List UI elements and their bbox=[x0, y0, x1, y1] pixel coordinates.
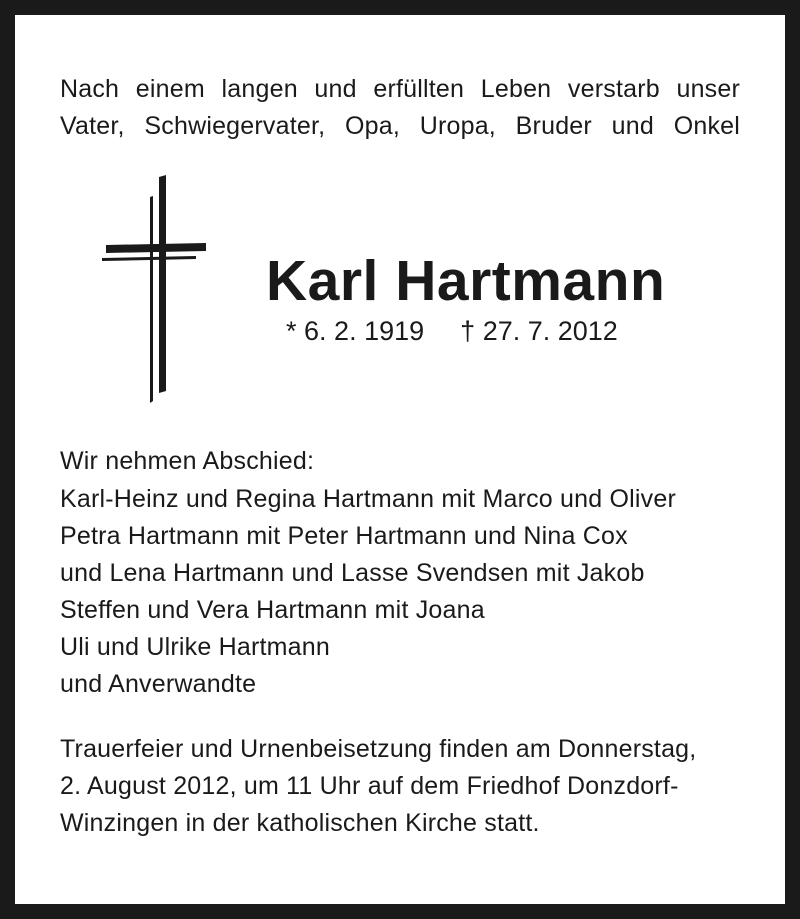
mourner-line: Uli und Ulrike Hartmann bbox=[60, 633, 330, 661]
cross-icon bbox=[100, 175, 210, 407]
intro-line: Nach einem langen und erfüllten Leben verstarb unser bbox=[60, 75, 740, 103]
service-info bbox=[60, 731, 696, 842]
life-dates bbox=[286, 313, 618, 349]
mourner-line: und Anverwandte bbox=[60, 670, 257, 698]
death-symbol: † bbox=[460, 316, 476, 346]
service-line: Winzingen in der katholischen Kirche statt. bbox=[60, 809, 540, 837]
mourner-line: Petra Hartmann mit Peter Hartmann und Nina Cox bbox=[60, 522, 628, 550]
mourner-line: Steffen und Vera Hartmann mit Joana bbox=[60, 596, 485, 624]
service-line: Trauerfeier und Urnenbeisetzung finden am Donnerstag, bbox=[60, 735, 697, 763]
intro-line: Vater, Schwiegervater, Opa, Uropa, Bruder und Onkel bbox=[60, 112, 740, 140]
intro-text bbox=[60, 71, 740, 145]
mourner-line: und Lena Hartmann und Lasse Svendsen mit Jakob bbox=[60, 559, 645, 587]
birth-symbol: * bbox=[286, 316, 297, 346]
farewell-heading: Wir nehmen Abschied: bbox=[60, 447, 315, 475]
mourner-line: Karl-Heinz und Regina Hartmann mit Marco und Oliver bbox=[60, 485, 676, 513]
death-date: 27. 7. 2012 bbox=[482, 316, 618, 346]
mourners-list bbox=[60, 481, 676, 703]
service-line: 2. August 2012, um 11 Uhr auf dem Friedhof Donzdorf- bbox=[60, 772, 679, 800]
birth-date: 6. 2. 1919 bbox=[304, 316, 425, 346]
deceased-name: Karl Hartmann bbox=[266, 249, 666, 313]
